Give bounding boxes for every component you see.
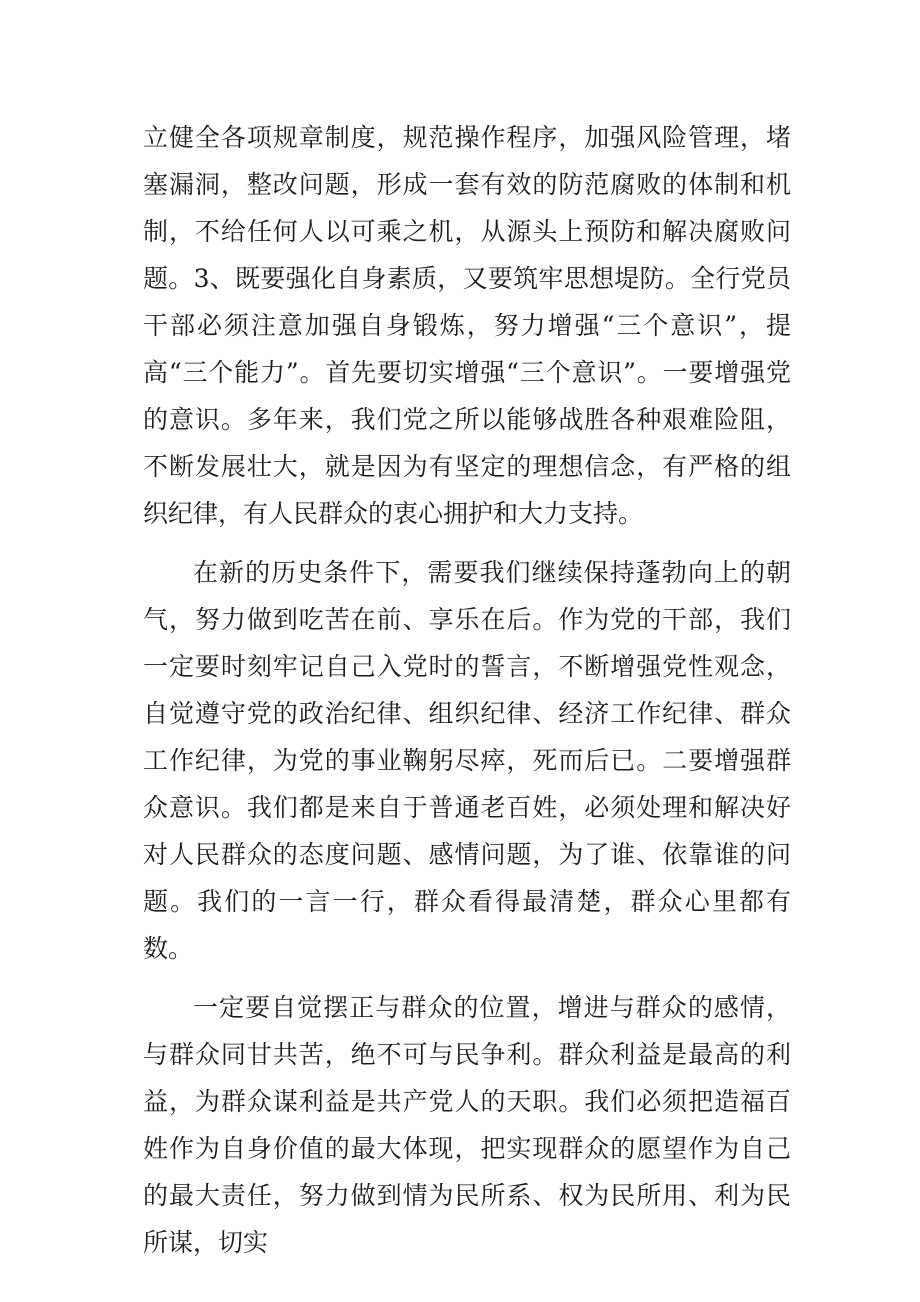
paragraph-3: 一定要自觉摆正与群众的位置，增进与群众的感情，与群众同甘共苦，绝不可与民争利。群众利益是最高的利益，为群众谋利益是共产党人的天职。我们必须把造福百姓作为自身价值的最大体现，把实现群众的愿望作为自己的最大责任，努力做到情为民所系、权为民所用、利为民所谋，切实	[143, 993, 791, 1257]
paragraph-1: 立健全各项规章制度，规范操作程序，加强风险管理，堵塞漏洞，整改问题，形成一套有效的防范腐败的体制和机制，不给任何人以可乘之机，从源头上预防和解决腐败问题。3、既要强化自身素质，又要筑牢思想堤防。全行党员干部必须注意加强自身锻炼，努力增强“三个意识”，提高“三个能力”。首先要切实增强“三个意识”。一要增强党的意识。多年来，我们党之所以能够战胜各种艰难险阻，不断发展壮大，就是因为有坚定的理想信念，有严格的组织纪律，有人民群众的衷心拥护和大力支持。	[143, 123, 791, 528]
document-body	[143, 114, 791, 1278]
paragraph-2: 在新的历史条件下，需要我们继续保持蓬勃向上的朝气，努力做到吃苦在前、享乐在后。作为党的干部，我们一定要时刻牢记自己入党时的誓言，不断增强党性观念，自觉遵守党的政治纪律、组织纪律、经济工作纪律、群众工作纪律，为党的事业鞠躬尽瘁，死而后已。二要增强群众意识。我们都是来自于普通老百姓，必须处理和解决好对人民群众的态度问题、感情问题，为了谁、依靠谁的问题。我们的一言一行，群众看得最清楚，群众心里都有数。	[143, 558, 791, 963]
